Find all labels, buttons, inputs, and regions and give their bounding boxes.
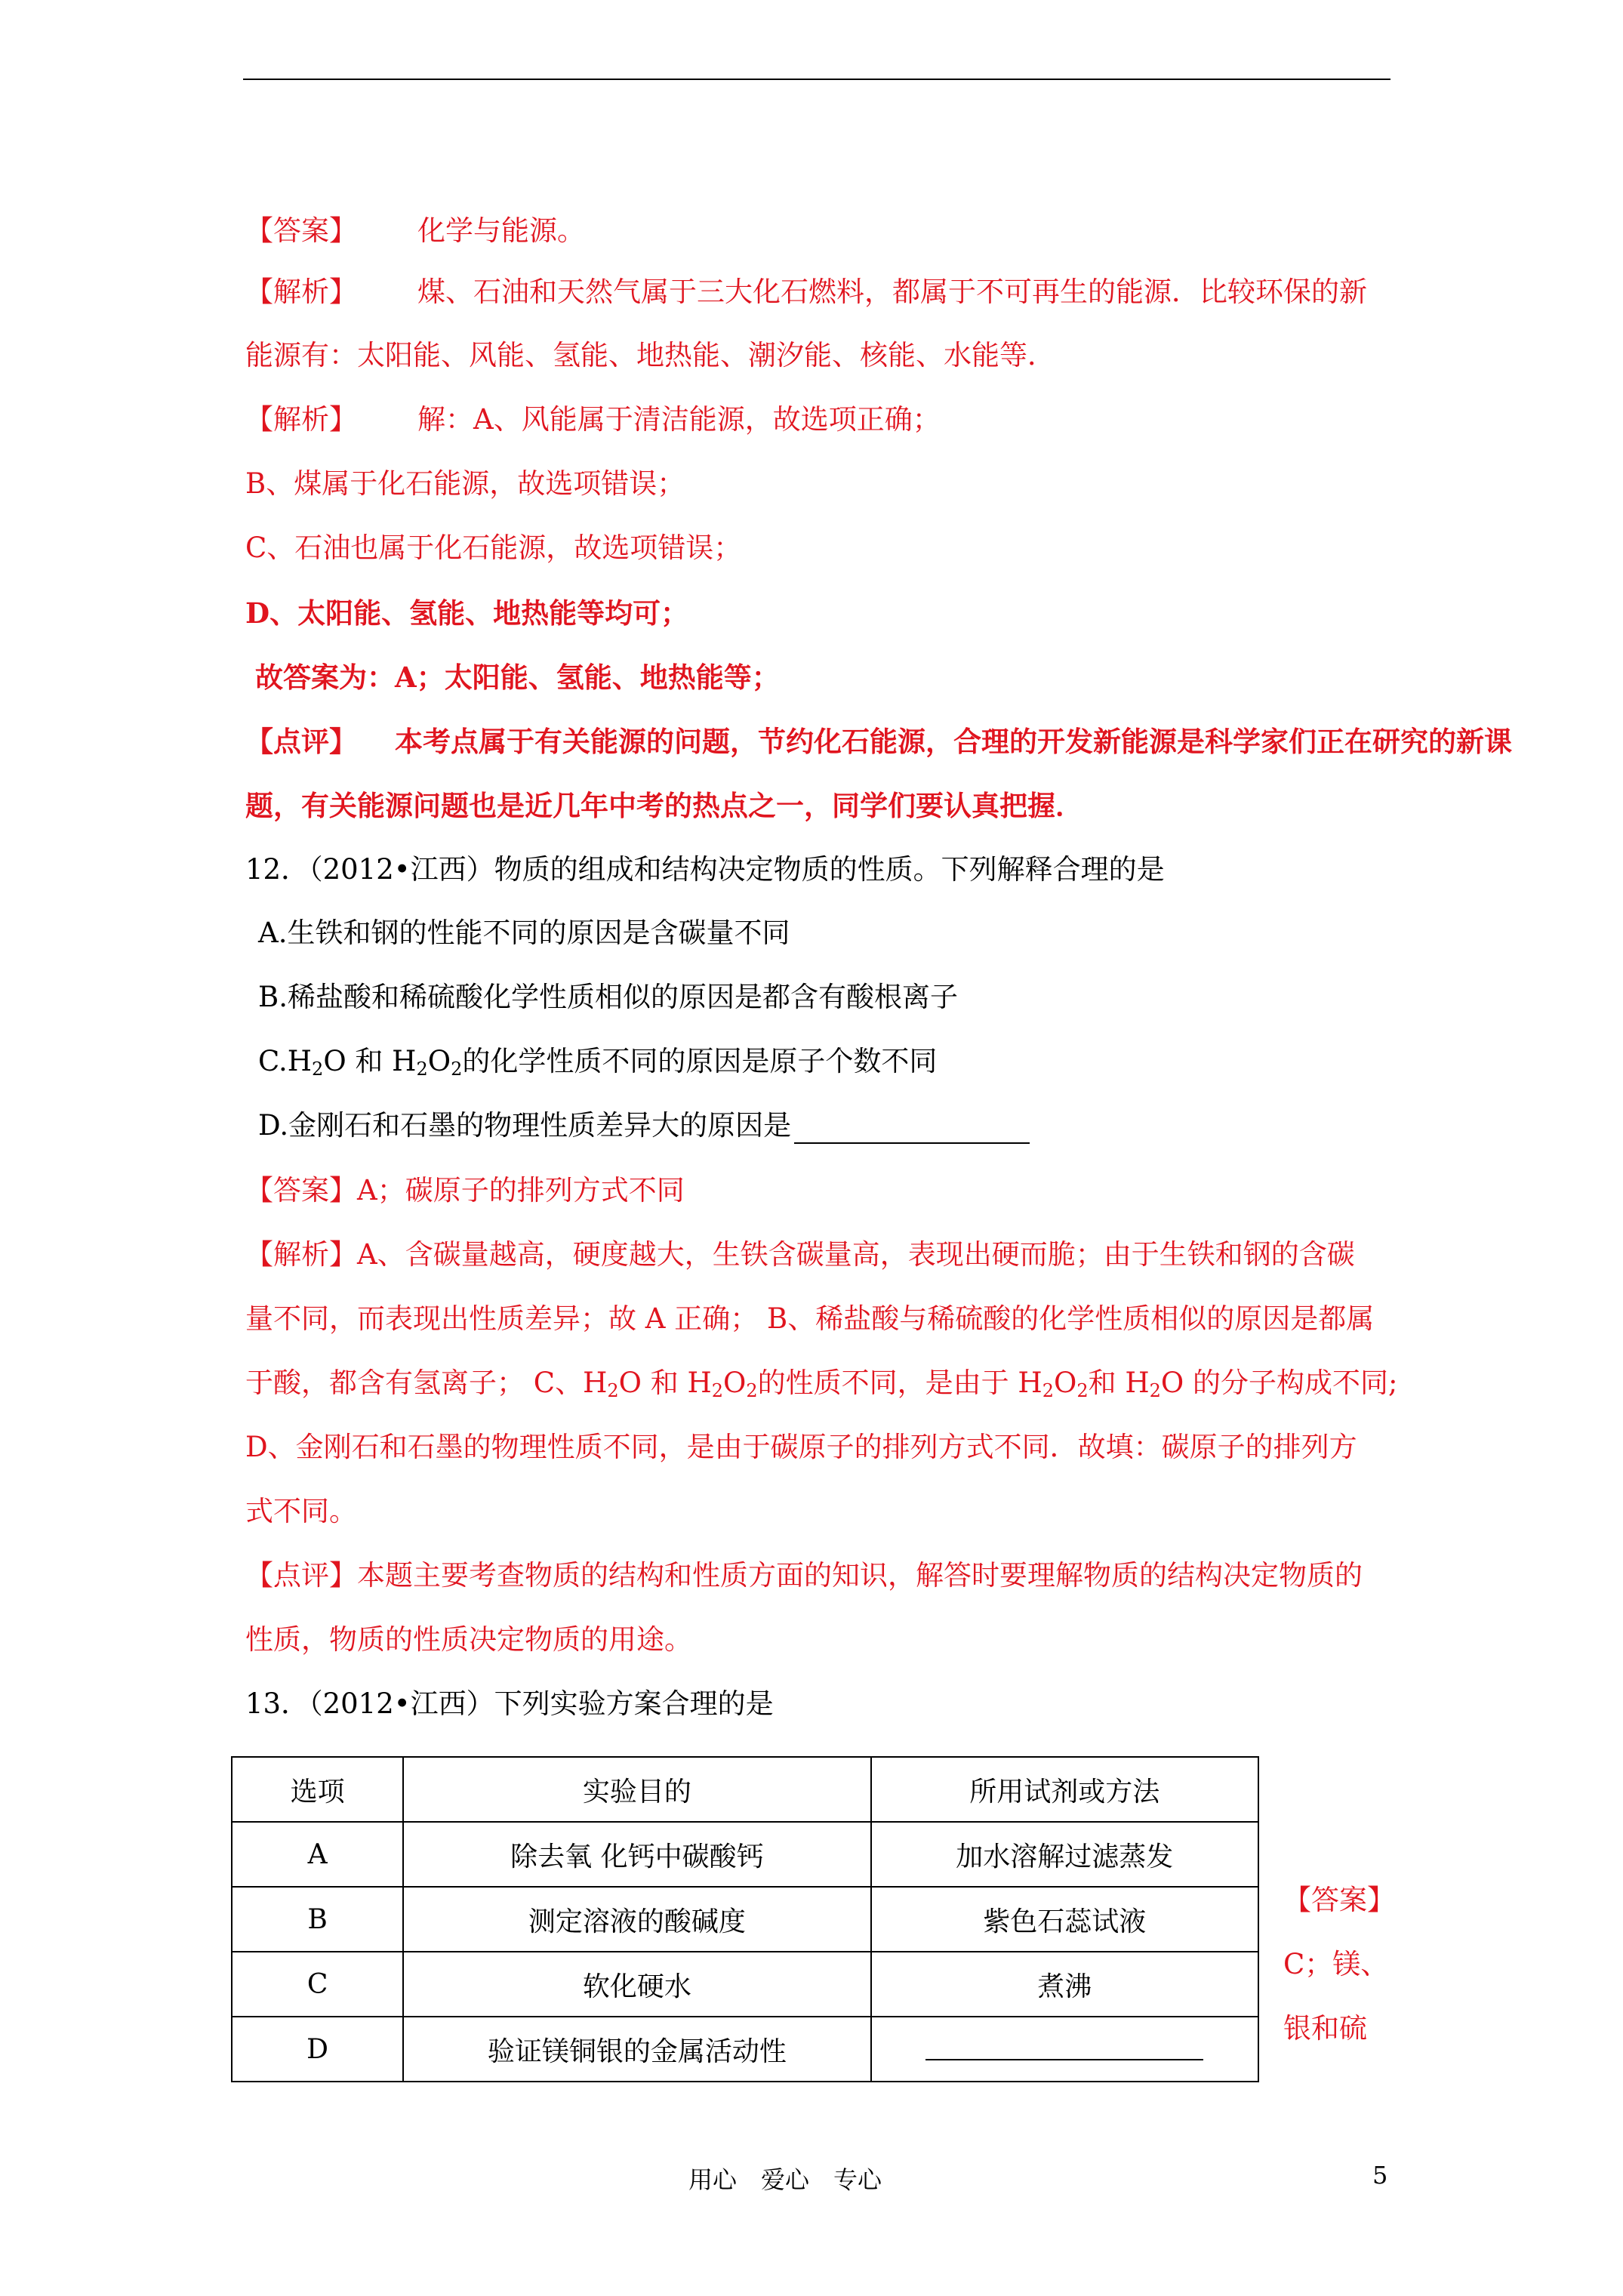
table-cell: 煮沸 [871,1952,1258,2017]
q12-option-c [258,1043,937,1080]
analysis-text: O 的分子构成不同; [1160,1367,1398,1399]
analysis-tag: 【解析】 [245,1238,357,1271]
header-rule [243,79,1390,80]
option-d-text: D.金刚石和石墨的物理性质差异大的原因是 [258,1109,792,1142]
table-cell: 验证镁铜银的金属活动性 [403,2017,870,2082]
q13-side-line2: 银和硫 [1283,2012,1367,2045]
analysis-text: A、含碳量越高，硬度越大，生铁含碳量高，表现出硬而脆；由于生铁和钢的含碳 [357,1238,1355,1271]
analysis-text: 煤、石油和天然气属于三大化石燃料，都属于不可再生的能源．比较环保的新 [417,276,1367,308]
q11-line-b: B、煤属于化石能源，故选项错误； [245,467,685,500]
subscript: 2 [1149,1380,1161,1401]
footer-motto: 用心 爱心 专心 [688,2165,882,2194]
table-cell: 除去氧 化钙中碳酸钙 [403,1822,870,1887]
q13-stem: 13．（2012•江西）下列实验方案合理的是 [245,1687,774,1720]
table-row [232,1822,1258,1887]
table-cell: 紫色石蕊试液 [871,1887,1258,1952]
q11-analysis-line1 [245,274,1367,310]
q12-analysis-line1 [245,1237,1355,1273]
subscript: 2 [607,1380,619,1401]
q12-option-a: A.生铁和钢的性能不同的原因是含碳量不同 [258,917,790,949]
option-c-text: O [427,1045,451,1077]
analysis-tag: 【解析】 [245,276,357,308]
comment-tag: 【点评】 [245,725,357,758]
answer-tag: 【答案】 [245,1174,357,1207]
subscript: 2 [1042,1380,1054,1401]
table-cell: C [232,1952,403,2017]
analysis-text: O 和 H [618,1367,712,1399]
table-header-row [232,1757,1258,1822]
table-row [232,1952,1258,2017]
answer-tag: 【答案】 [245,214,357,247]
q11-analysis-line2: 能源有：太阳能、风能、氢能、地热能、潮汐能、核能、水能等． [245,339,1055,371]
subscript: 2 [746,1380,758,1401]
table-cell: B [232,1887,403,1952]
q12-analysis-line5: 式不同。 [245,1495,357,1527]
q12-analysis-line2: 量不同，而表现出性质差异；故 A 正确； B、稀盐酸与稀硫酸的化学性质相似的原因是都属 [245,1302,1375,1335]
table-cell: D [232,2017,403,2082]
analysis-text: O [723,1367,747,1399]
option-c-text: 的化学性质不同的原因是原子个数不同 [462,1045,938,1077]
table-header-cell: 所用试剂或方法 [871,1757,1258,1822]
q12-comment-line1 [245,1558,1363,1594]
q12-comment-line2: 性质，物质的性质决定物质的用途。 [245,1623,692,1656]
table-cell: 软化硬水 [403,1952,870,2017]
comment-tag: 【点评】 [245,1559,357,1592]
q13-side-answer-tag: 【答案】 [1283,1884,1395,1916]
analysis2-text: 解：A、风能属于清洁能源，故选项正确； [417,403,941,436]
q11-final-answer: 故答案为：A；太阳能、氢能、地热能等； [255,661,780,694]
q13-side-line1: C；镁、 [1283,1948,1389,1980]
analysis-text: 于酸，都含有氢离子； C、H [245,1367,608,1399]
subscript: 2 [711,1380,724,1401]
q12-option-d [258,1108,1030,1144]
q12-answer-line [245,1173,685,1209]
analysis-text: O [1053,1367,1077,1399]
q11-line-c: C、石油也属于化石能源，故选项错误； [245,532,742,564]
q12-stem: 12．（2012•江西）物质的组成和结构决定物质的性质。下列解释合理的是 [245,853,1165,886]
table-cell-blank [871,2017,1258,2082]
fill-blank [794,1112,1030,1144]
analysis-text: 的性质不同，是由于 H [757,1367,1042,1399]
table-cell: 测定溶液的酸碱度 [403,1887,870,1952]
comment-text: 本考点属于有关能源的问题，节约化石能源，合理的开发新能源是科学家们正在研究的新课 [395,725,1512,758]
table-row [232,1887,1258,1952]
experiment-table [231,1756,1259,2082]
q11-analysis2-line [245,402,941,438]
subscript: 2 [1076,1380,1089,1401]
option-c-text: O 和 H [323,1045,417,1077]
q11-line-d: D、太阳能、氢能、地热能等均可； [245,596,689,630]
page-number: 5 [1372,2161,1388,2190]
q11-answer-line [245,213,585,249]
answer-text: A；碳原子的排列方式不同 [357,1174,685,1207]
table-row [232,2017,1258,2082]
answer-text: 化学与能源。 [417,214,585,247]
table-header-cell: 选项 [232,1757,403,1822]
q12-option-b: B.稀盐酸和稀硫酸化学性质相似的原因是都含有酸根离子 [258,981,958,1013]
comment-text: 本题主要考查物质的结构和性质方面的知识，解答时要理解物质的结构决定物质的 [357,1559,1363,1592]
q11-comment-line2: 题，有关能源问题也是近几年中考的热点之一，同学们要认真把握． [245,789,1083,822]
analysis-text: 和 H [1088,1367,1150,1399]
table-cell: A [232,1822,403,1887]
table-header-cell: 实验目的 [403,1757,870,1822]
option-c-text: C.H [258,1045,313,1077]
subscript: 2 [416,1059,428,1080]
q12-analysis-line4: D、金刚石和石墨的物理性质不同，是由于碳原子的排列方式不同．故填：碳原子的排列方 [245,1431,1357,1463]
subscript: 2 [451,1059,463,1080]
q12-analysis-line3 [245,1365,1397,1401]
fill-blank [925,2032,1203,2060]
table-cell: 加水溶解过滤蒸发 [871,1822,1258,1887]
q11-comment-line1 [245,723,1512,760]
analysis2-tag: 【解析】 [245,403,357,436]
subscript: 2 [312,1059,324,1080]
